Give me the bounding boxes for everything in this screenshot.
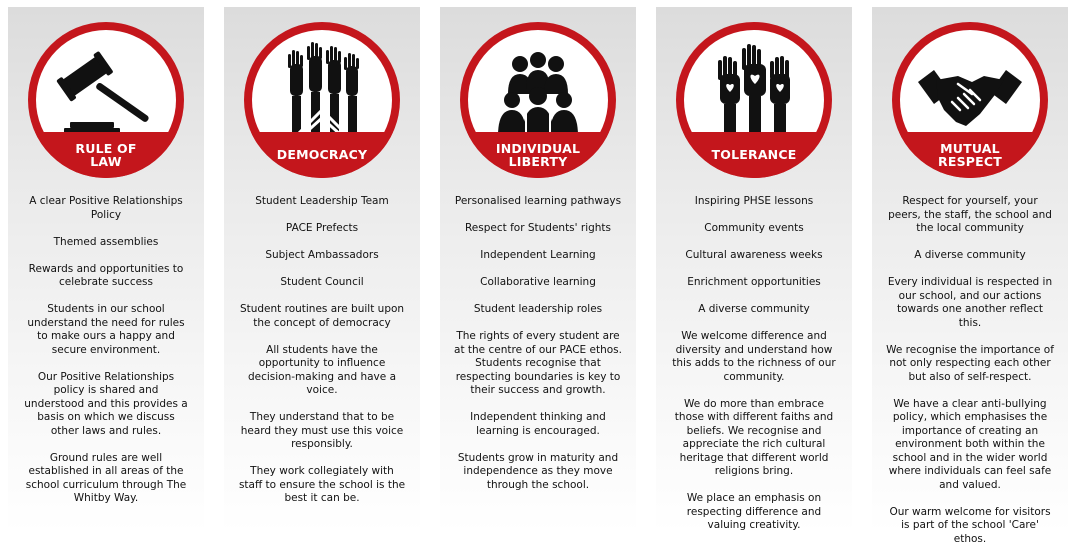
- list-item: A diverse community: [698, 303, 810, 315]
- list-item: Inspiring PHSE lessons: [694, 195, 814, 207]
- list-item: They understand that to be heard they must use this voice responsibly.: [240, 411, 404, 450]
- list-item: Subject Ambassadors: [265, 249, 379, 261]
- list-item: The rights of every student are at the centre of our PACE ethos. Students recognise that respecting boundaries is key to their success and growth.: [454, 330, 622, 396]
- column-democracy: [224, 7, 420, 533]
- column-individual-liberty: [440, 7, 636, 533]
- badge-title: MUTUAL RESPECT: [938, 141, 1002, 169]
- badge-title: DEMOCRACY: [276, 147, 368, 162]
- list-item: Student Council: [280, 276, 364, 288]
- list-item: PACE Prefects: [285, 222, 359, 234]
- item-list: [22, 195, 190, 519]
- badge-democracy: [244, 22, 400, 178]
- badge-mutual-respect: [892, 22, 1048, 178]
- list-item: Community events: [704, 222, 804, 234]
- list-item: A diverse community: [914, 249, 1026, 261]
- badge-title: RULE OF LAW: [75, 141, 137, 169]
- list-item: Students in our school understand the need for rules to make ours a happy and secure environment.: [27, 303, 185, 356]
- list-item: Enrichment opportunities: [687, 276, 821, 288]
- item-list: [238, 195, 406, 519]
- list-item: Independent thinking and learning is encouraged.: [470, 411, 606, 437]
- list-item: Rewards and opportunities to celebrate success: [28, 262, 184, 288]
- list-item: Student routines are built upon the concept of democracy: [239, 303, 405, 329]
- item-list: [670, 195, 838, 546]
- list-item: They work collegiately with staff to ensure the school is the best it can be.: [238, 465, 406, 504]
- list-item: Every individual is respected in our school, and our actions towards one another reflect this.: [887, 276, 1053, 329]
- column-rule-of-law: [8, 7, 204, 533]
- list-item: Themed assemblies: [53, 235, 159, 248]
- list-item: Collaborative learning: [480, 276, 596, 288]
- column-mutual-respect: [872, 7, 1068, 545]
- list-item: Our Positive Relationships policy is shared and understood and this provides a basis on which we discuss other laws and rules.: [24, 370, 188, 437]
- list-item: We do more than embrace those with different faiths and beliefs. We recognise and appreciate the rich cultural heritage that different world religions bring.: [674, 397, 834, 477]
- list-item: Student leadership roles: [473, 303, 603, 315]
- list-item: Respect for yourself, your peers, the staff, the school and the local community: [888, 195, 1052, 234]
- badge-tolerance: [676, 22, 832, 178]
- list-item: Respect for Students' rights: [464, 222, 612, 234]
- list-item: A clear Positive Relationships Policy: [29, 195, 183, 221]
- badge-rule-of-law: [28, 22, 184, 178]
- list-item: Cultural awareness weeks: [685, 249, 823, 261]
- list-item: We place an emphasis on respecting difference and valuing creativity.: [686, 492, 822, 531]
- list-item: Personalised learning pathways: [454, 195, 622, 207]
- list-item: Independent Learning: [480, 249, 596, 261]
- item-list: [886, 195, 1054, 560]
- list-item: Ground rules are well established in all areas of the school curriculum through The Whitby Way.: [25, 451, 187, 504]
- list-item: We recognise the importance of not only respecting each other but also of self-respect.: [886, 343, 1054, 383]
- list-item: We welcome difference and diversity and understand how this adds to the richness of our community.: [672, 330, 836, 383]
- list-item: Student Leadership Team: [255, 195, 389, 207]
- item-list: [454, 195, 622, 506]
- badge-title: INDIVIDUAL LIBERTY: [495, 141, 581, 169]
- badge-individual-liberty: [460, 22, 616, 178]
- list-item: We have a clear anti-bullying policy, which emphasises the importance of creating an environment both within the school and in the wider world where individuals can feel safe and valued.: [888, 397, 1052, 491]
- list-item: All students have the opportunity to influence decision-making and have a voice.: [247, 343, 396, 396]
- list-item: Students grow in maturity and independence as they move through the school.: [457, 451, 619, 491]
- column-tolerance: [656, 7, 852, 533]
- list-item: Our warm welcome for visitors is part of the school 'Care' ethos.: [889, 505, 1051, 545]
- badge-title: TOLERANCE: [711, 147, 797, 162]
